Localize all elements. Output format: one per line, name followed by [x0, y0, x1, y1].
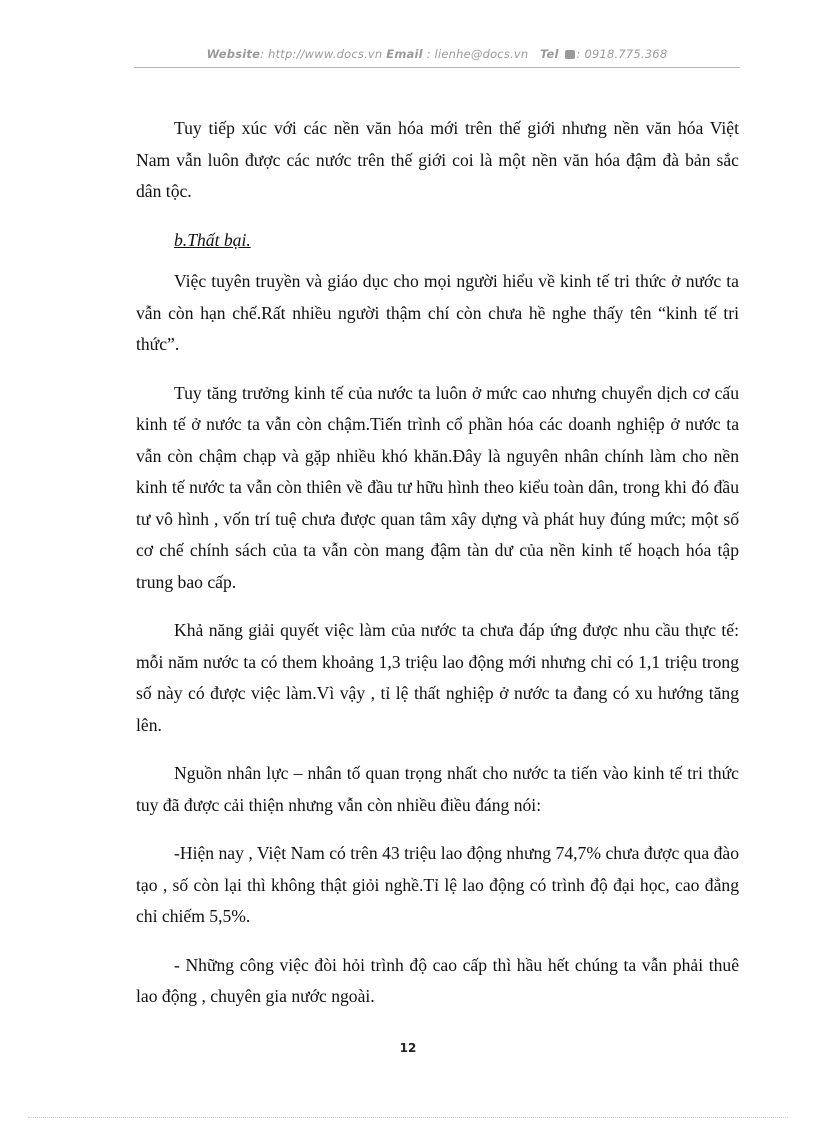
email-value: : lienhe@docs.vn [426, 47, 529, 61]
document-body [136, 113, 739, 1030]
phone-icon [565, 50, 575, 59]
tel-value: : 0918.775.368 [576, 47, 668, 61]
paragraph: - Những công việc đòi hỏi trình độ cao cấp thì hầu hết chúng ta vẫn phải thuê lao động , chuyên gia nước ngoài. [136, 954, 739, 1006]
page-header [134, 47, 740, 61]
website-label: Website [206, 47, 261, 61]
paragraph: Tuy tiếp xúc với các nền văn hóa mới trên thế giới nhưng nền văn hóa Việt Nam vẫn luôn được các nước trên thế giới coi là một nền văn hóa đậm đà bản sắc dân tộc. [136, 118, 739, 201]
email-label: Email [386, 47, 423, 61]
tel-label: Tel [539, 47, 559, 61]
paragraph: Khả năng giải quyết việc làm của nước ta chưa đáp ứng được nhu cầu thực tế: mỗi năm nước ta có them khoảng 1,3 triệu lao động mới nhưng chỉ có 1,1 triệu trong số này có được việc làm.Vì vậy , tỉ lệ thất nghiệp ở nước ta đang có xu hướng tăng lên. [136, 620, 739, 735]
website-value: : http://www.docs.vn [260, 47, 383, 61]
paragraph: Tuy tăng trưởng kinh tế của nước ta luôn ở mức cao nhưng chuyển dịch cơ cấu kinh tế ở nước ta vẫn còn chậm.Tiến trình cổ phần hóa các doanh nghiệp ở nước ta vẫn còn chậm chạp và gặp nhiều khó khăn.Đây là nguyên nhân chính làm cho nền kinh tế nước ta vẫn còn thiên về đầu tư hữu hình theo kiểu toàn dân, trong khi đó đầu tư vô hình , vốn trí tuệ chưa được quan tâm xây dựng và phát huy đúng mức; một số cơ chế chính sách của ta vẫn còn mang đậm tàn dư của nền kinh tế hoạch hóa tập trung bao cấp. [136, 382, 739, 592]
page-number: 12 [399, 1041, 417, 1055]
paragraph: -Hiện nay , Việt Nam có trên 43 triệu lao động nhưng 74,7% chưa được qua đào tạo , số còn lại thì không thật giỏi nghề.Tỉ lệ lao động có trình độ đại học, cao đẳng chỉ chiếm 5,5%. [136, 843, 739, 926]
header-divider [134, 67, 740, 68]
section-heading: b.Thất bại. [174, 229, 251, 250]
page-bottom-divider [28, 1117, 788, 1118]
paragraph: Việc tuyên truyền và giáo dục cho mọi người hiểu về kinh tế tri thức ở nước ta vẫn còn hạn chế.Rất nhiều người thậm chí còn chưa hề nghe thấy tên “kinh tế tri thức”. [136, 271, 739, 354]
paragraph: Nguồn nhân lực – nhân tố quan trọng nhất cho nước ta tiến vào kinh tế tri thức tuy đã được cải thiện nhưng vẫn còn nhiều điều đáng nói: [136, 763, 739, 815]
